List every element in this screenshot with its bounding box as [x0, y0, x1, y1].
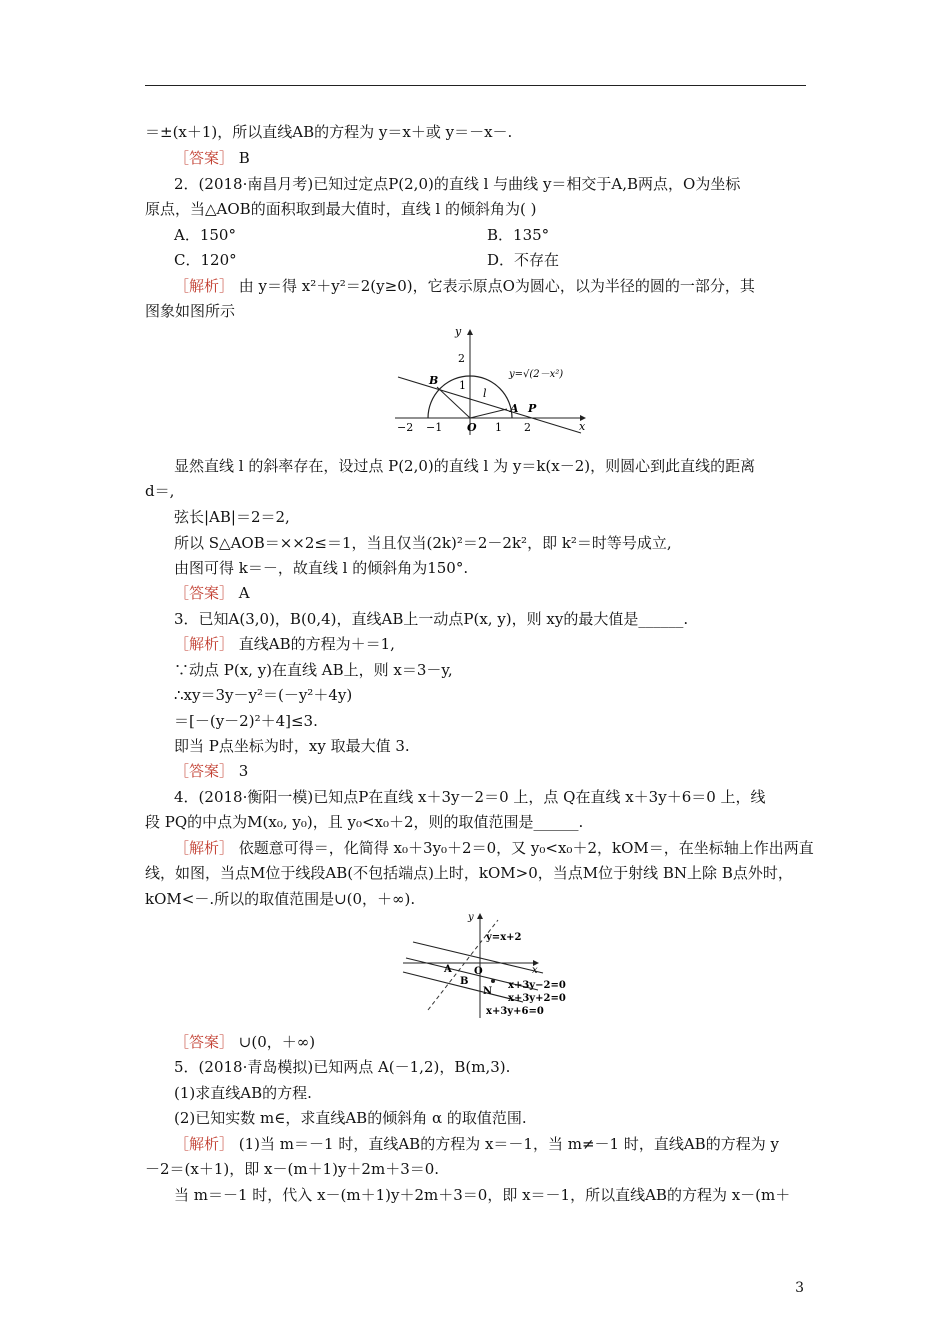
text-line: 由图可得 k＝－，故直线 l 的倾斜角为150°.	[174, 559, 469, 577]
option-c: C．120°	[174, 251, 237, 269]
analysis-tag: ［解析］	[174, 277, 235, 295]
text-line: 原点，当△AOB的面积取到最大值时，直线 l 的倾斜角为( )	[145, 200, 537, 218]
point-n-label: N	[483, 986, 493, 997]
text-line: 所以 S△AOB＝××2≤＝1，当且仅当(2k)²＝2－2k²，即 k²＝时等号成立,	[174, 534, 672, 552]
text-line: 线，如图，当点M位于线段AB(不包括端点)上时，kOM>0，当点M位于射线 BN上除 B点外时，	[145, 864, 793, 882]
question-line: 3．已知A(3,0)，B(0,4)，直线AB上一动点P(x, y)，则 xy的最大值是______.	[174, 610, 689, 628]
text-line: 图象如图所示	[145, 302, 236, 320]
point-a-label: A	[510, 402, 519, 415]
line-label-2: x+3y+2=0	[508, 993, 566, 1004]
analysis-line: ［解析］ (1)当 m＝－1 时，直线AB的方程为 x＝－1，当 m≠－1 时，直线AB的方程为 y	[174, 1135, 779, 1153]
option-a: A．150°	[174, 226, 236, 244]
point-b-label: B	[429, 374, 439, 387]
tick-2: 2	[458, 352, 465, 365]
analysis-tag: ［解析］	[174, 635, 235, 653]
text-line: 即当 P点坐标为时，xy 取最大值 3.	[174, 737, 410, 755]
x-label: x	[579, 420, 586, 433]
point-a-label: A	[444, 964, 452, 975]
analysis-line: ［解析］ 依题意可得＝，化简得 x₀＋3y₀＋2＝0，又 y₀<x₀＋2，kOM＝，在坐标轴上作出两直	[174, 839, 814, 857]
option-b: B．135°	[487, 226, 550, 244]
option-d: D．不存在	[487, 251, 560, 269]
text-line: ＝±(x＋1)，所以直线AB的方程为 y＝x＋或 y＝－x－.	[145, 123, 513, 141]
analysis-tag: ［解析］	[174, 1135, 235, 1153]
tick-x-2: 2	[524, 421, 531, 434]
tick-1: 1	[459, 379, 466, 392]
origin-label: O	[467, 421, 477, 434]
text-line: ∵动点 P(x, y)在直线 AB上，则 x＝3－y,	[174, 661, 453, 679]
text-line: 当 m＝－1 时，代入 x－(m＋1)y＋2m＋3＝0，即 x＝－1，所以直线AB的方程为 x－(m＋	[174, 1186, 791, 1204]
answer-line: ［答案］ ∪(0，＋∞)	[174, 1033, 316, 1051]
text-line: －2＝(x＋1)，即 x－(m＋1)y＋2m＋3＝0.	[145, 1160, 440, 1178]
y-label: y	[468, 912, 474, 923]
semicircle-figure	[393, 325, 593, 440]
origin-label: O	[474, 966, 483, 977]
answer-tag: ［答案］	[174, 149, 235, 167]
text-line: d＝,	[145, 482, 175, 500]
answer-line: ［答案］ A	[174, 584, 250, 602]
answer-line: ［答案］ B	[174, 149, 250, 167]
question-line: 4．(2018·衡阳一模)已知点P在直线 x＋3y－2＝0 上，点 Q在直线 x＋3y＋6＝0 上，线	[174, 788, 766, 806]
curve-label: y=√(2－x²)	[509, 369, 564, 380]
text-line: 弦长|AB|＝2＝2,	[174, 508, 290, 526]
text-line: (2)已知实数 m∈，求直线AB的倾斜角 α 的取值范围.	[174, 1109, 527, 1127]
text-line: ∴xy＝3y－y²＝(－y²＋4y)	[174, 686, 353, 704]
analysis-tag: ［解析］	[174, 839, 235, 857]
point-b-label: B	[460, 976, 469, 987]
text-line: (1)求直线AB的方程.	[174, 1084, 312, 1102]
tick-neg-2: −2	[397, 421, 414, 434]
text-line: 显然直线 l 的斜率存在，设过点 P(2,0)的直线 l 为 y＝k(x－2)，则圆心到此直线的距离	[174, 457, 756, 475]
page-number: 3	[795, 1280, 804, 1296]
tick-x-1: 1	[495, 421, 502, 434]
x-label: x	[532, 965, 538, 976]
point-n-dot	[491, 979, 495, 983]
y-label: y	[455, 325, 462, 338]
line-label-1: x+3y−2=0	[508, 980, 566, 991]
answer-line: ［答案］ 3	[174, 762, 249, 780]
parallel-lines-figure	[398, 910, 598, 1020]
question-line: 2．(2018·南昌月考)已知过定点P(2,0)的直线 l 与曲线 y＝相交于A,B两点，O为坐标	[174, 175, 741, 193]
answer-tag: ［答案］	[174, 584, 235, 602]
answer-tag: ［答案］	[174, 1033, 235, 1051]
answer-tag: ［答案］	[174, 762, 235, 780]
segment-oa	[470, 409, 507, 418]
analysis-line: ［解析］ 直线AB的方程为＋＝1,	[174, 635, 395, 653]
question-line: 5．(2018·青岛模拟)已知两点 A(－1,2)，B(m,3).	[174, 1058, 511, 1076]
line-label-y-x-2: y=x+2	[486, 932, 522, 943]
header-rule	[145, 85, 806, 86]
point-p-label: P	[528, 402, 537, 415]
text-line: ＝[－(y－2)²＋4]≤3.	[174, 712, 318, 730]
analysis-line: ［解析］ 由 y＝得 x²＋y²＝2(y≥0)，它表示原点O为圆心，以为半径的圆的一部分，其	[174, 277, 755, 295]
text-line: kOM<－.所以的取值范围是∪(0，＋∞).	[145, 890, 416, 908]
text-line: 段 PQ的中点为M(x₀, y₀)，且 y₀<x₀＋2，则的取值范围是______.	[145, 813, 584, 831]
line-l-label: l	[483, 387, 487, 400]
line-label-3: x+3y+6=0	[486, 1006, 544, 1017]
tick-neg-1: −1	[426, 421, 443, 434]
